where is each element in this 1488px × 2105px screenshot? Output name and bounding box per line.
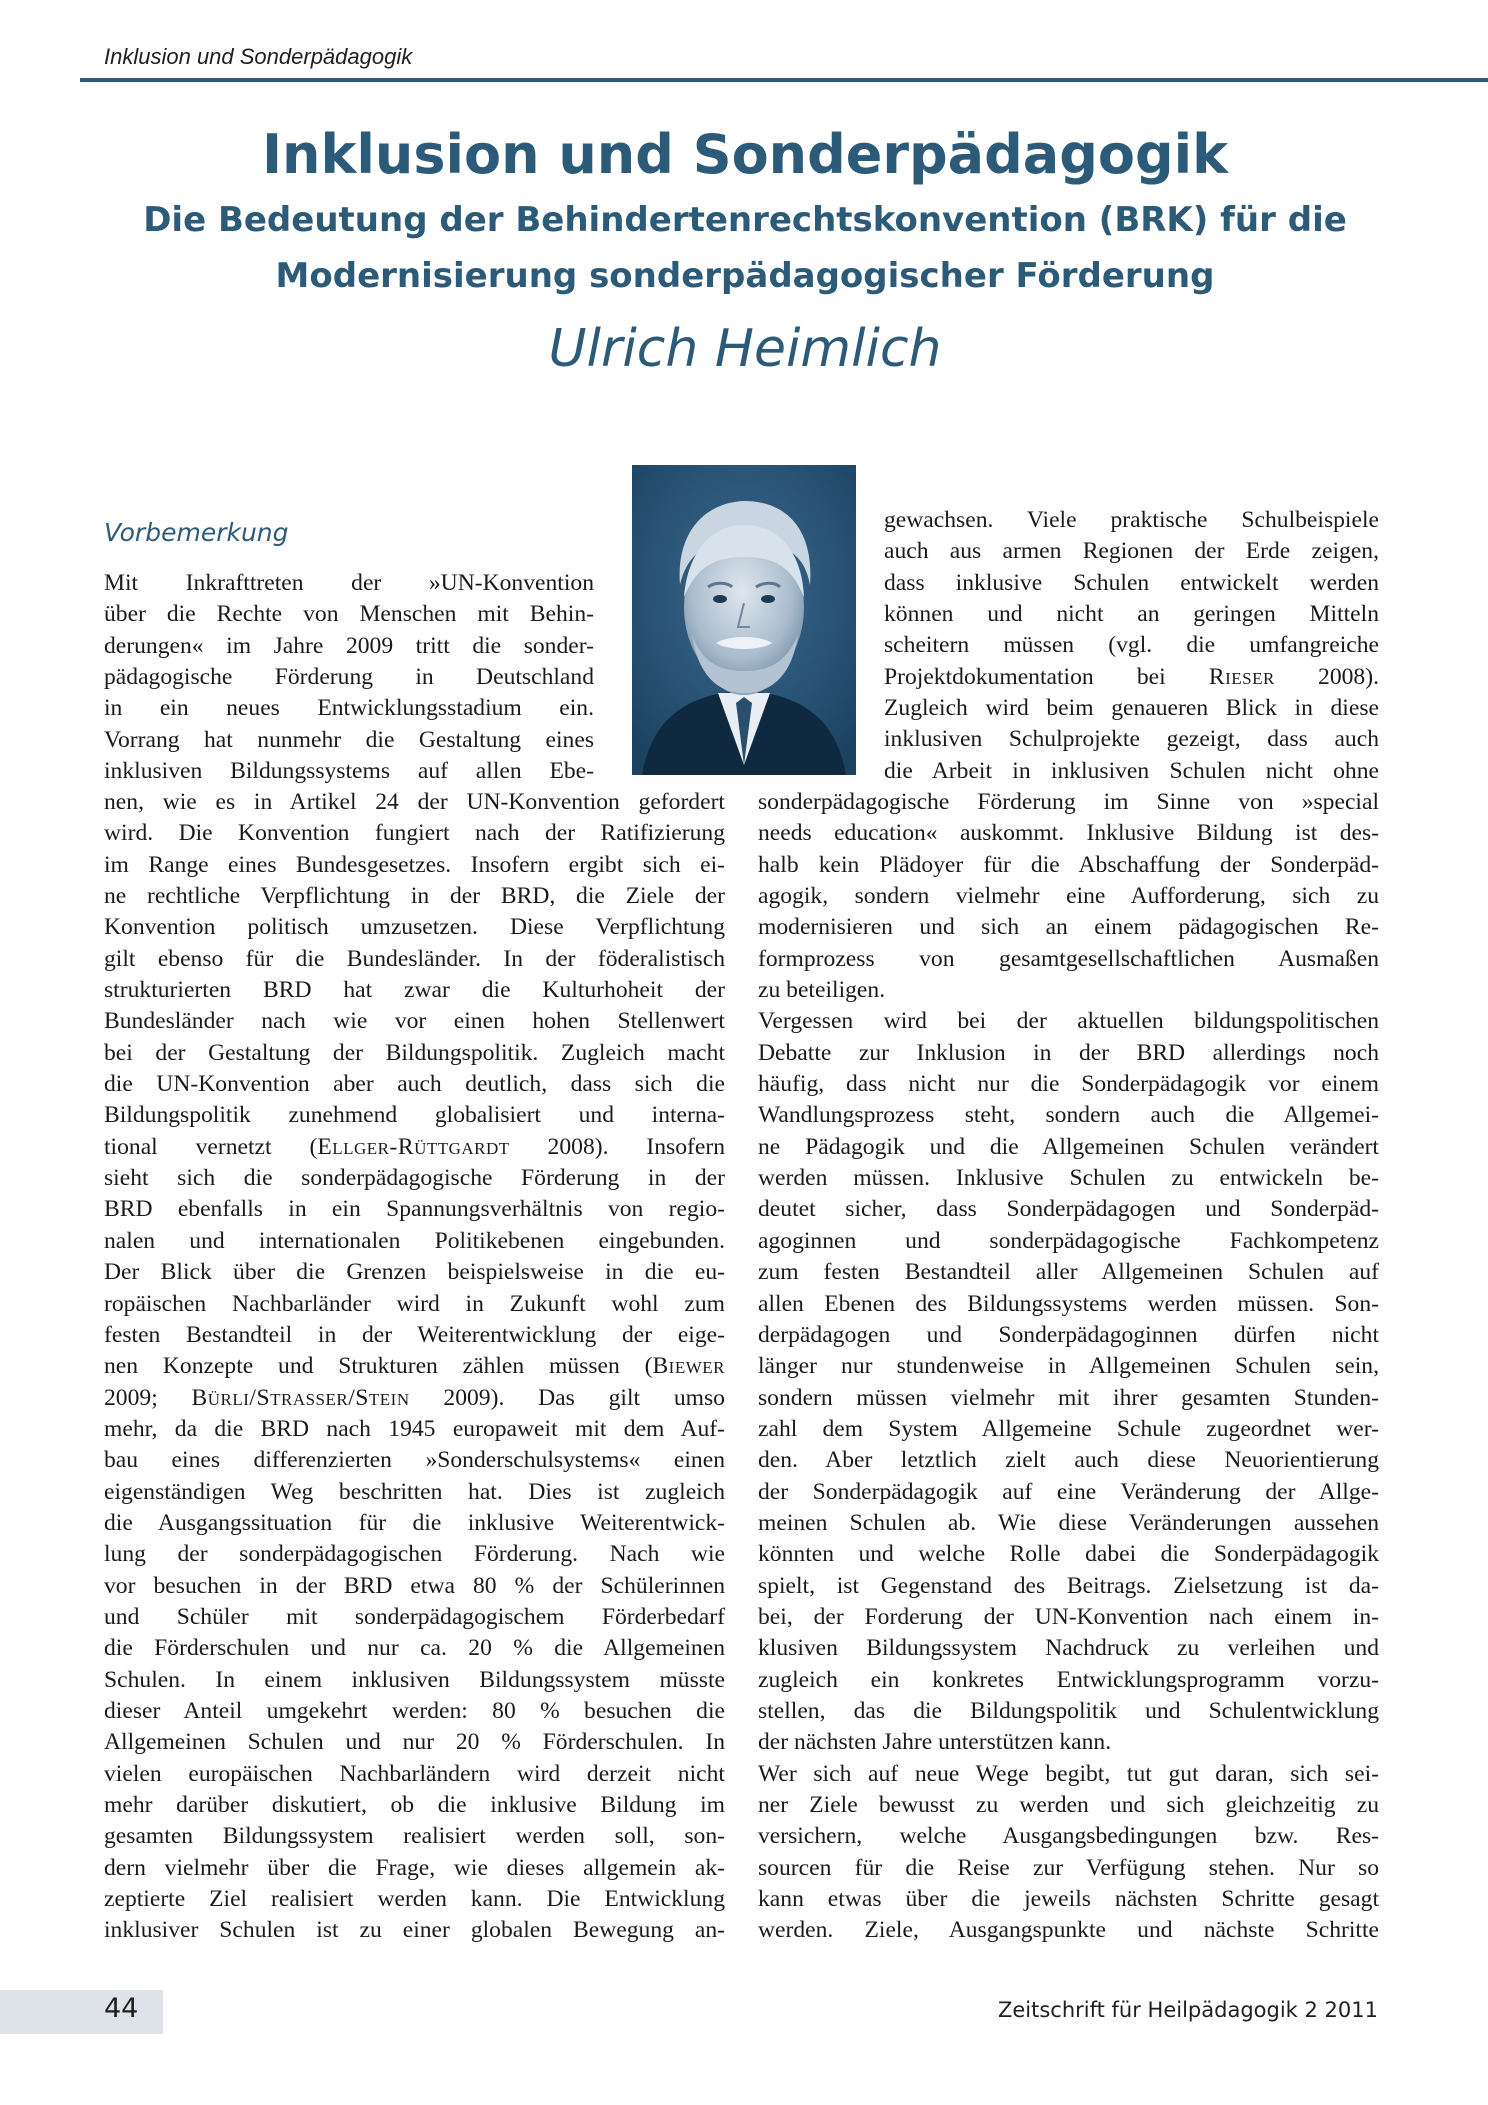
right-column-narrow-text — [884, 505, 1379, 787]
text-line: scheitern müssen (vgl. die umfangreiche — [884, 632, 1379, 659]
text-line: der Sonderpädagogik auf eine Veränderung der Allge- — [758, 1478, 1379, 1505]
text-line: festen Bestandteil in der Weiterentwicklung der eige- — [104, 1321, 725, 1348]
text-line: Mit Inkrafttreten der »UN-Konvention — [104, 570, 594, 596]
text-line: mehr, da die BRD nach 1945 europaweit mit dem Auf- — [104, 1415, 725, 1442]
text-line: Bildungspolitik zunehmend globalisiert und interna- — [104, 1102, 725, 1129]
text-line: bei, der Forderung der UN-Konvention nach einem in- — [758, 1603, 1379, 1630]
author-photo — [632, 465, 856, 775]
text-line: ner Ziele bewusst zu werden und sich gleichzeitig zu — [758, 1792, 1379, 1818]
text-line: allen Ebenen des Bildungssystems werden müssen. Son- — [758, 1290, 1379, 1317]
article-subtitle-line-2: Modernisierung sonderpädagogischer Förderung — [275, 256, 1215, 296]
text-line: inklusiver Schulen ist zu einer globalen Bewegung an- — [104, 1917, 725, 1944]
text-line: die Ausgangssituation für die inklusive Weiterentwick- — [104, 1509, 725, 1536]
text-line: BRD ebenfalls in ein Spannungsverhältnis von regio- — [104, 1196, 725, 1223]
text-line: 2009; Bürli/Strasser/Stein 2009). Das gilt umso — [104, 1384, 725, 1411]
text-line: deutet sicher, dass Sonderpädagogen und Sonderpäd- — [758, 1196, 1379, 1223]
text-line: ne rechtliche Verpflichtung in der BRD, die Ziele der — [104, 883, 725, 910]
text-line: die UN-Konvention aber auch deutlich, dass sich die — [104, 1071, 725, 1098]
text-line: vor besuchen in der BRD etwa 80 % der Schülerinnen — [104, 1572, 725, 1599]
text-line: strukturierten BRD hat zwar die Kulturhoheit der — [104, 977, 725, 1004]
text-line: werden. Ziele, Ausgangspunkte und nächste Schritte — [758, 1917, 1379, 1944]
text-line: sonderpädagogische Förderung im Sinne von »special — [758, 789, 1379, 815]
text-line: zugleich ein konkretes Entwicklungsprogramm vorzu- — [758, 1666, 1379, 1693]
text-line: needs education« auskommt. Inklusive Bildung ist des- — [758, 820, 1379, 847]
text-line: tional vernetzt (Ellger-Rüttgardt 2008). Insofern — [104, 1133, 725, 1160]
text-line: halb kein Plädoyer für die Abschaffung der Sonderpäd- — [758, 851, 1379, 878]
text-line: sondern müssen vielmehr mit ihrer gesamten Stunden- — [758, 1384, 1379, 1411]
text-line: derungen« im Jahre 2009 tritt die sonder- — [104, 632, 594, 659]
text-line: ne Pädagogik und die Allgemeinen Schulen verändert — [758, 1133, 1379, 1160]
text-line: formprozess von gesamtgesellschaftlichen Ausmaßen — [758, 945, 1379, 972]
text-line: wird. Die Konvention fungiert nach der Ratifizierung — [104, 820, 725, 847]
text-line: lung der sonderpädagogischen Förderung. Nach wie — [104, 1541, 725, 1568]
page-number: 44 — [104, 1993, 139, 2024]
text-line: zum festen Bestandteil aller Allgemeinen Schulen auf — [758, 1259, 1379, 1286]
text-line: dass inklusive Schulen entwickelt werden — [884, 569, 1379, 596]
text-line: agoginnen und sonderpädagogische Fachkompetenz — [758, 1227, 1379, 1254]
text-line: Debatte zur Inklusion in der BRD allerdings noch — [758, 1039, 1379, 1066]
running-header: Inklusion und Sonderpädagogik — [104, 44, 413, 69]
page-number-box — [0, 1990, 163, 2034]
text-line: versichern, welche Ausgangsbedingungen bzw. Res- — [758, 1823, 1379, 1850]
text-line: Konvention politisch umzusetzen. Diese Verpflichtung — [104, 914, 725, 941]
text-line: inklusiven Schulprojekte gezeigt, dass auch — [884, 726, 1379, 753]
text-line: bau eines differenzierten »Sonderschulsystems« einen — [104, 1447, 725, 1474]
section-heading: Vorbemerkung — [104, 518, 289, 547]
text-line: dern vielmehr über die Frage, wie dieses allgemein ak- — [104, 1854, 725, 1881]
text-line: den. Aber letztlich zielt auch diese Neuorientierung — [758, 1447, 1379, 1474]
text-line: Der Blick über die Grenzen beispielsweise in die eu- — [104, 1259, 725, 1286]
text-line: gesamten Bildungssystem realisiert werden soll, son- — [104, 1823, 725, 1850]
text-line: auch aus armen Regionen der Erde zeigen, — [884, 538, 1379, 565]
title-block — [120, 118, 1370, 382]
text-line: agogik, sondern vielmehr eine Aufforderung, sich zu — [758, 883, 1379, 910]
text-line: Wandlungsprozess steht, sondern auch die Allgemei- — [758, 1102, 1379, 1129]
text-line: und Schüler mit sonderpädagogischem Förderbedarf — [104, 1603, 725, 1630]
text-line: Vergessen wird bei der aktuellen bildungspolitischen — [758, 1008, 1379, 1035]
author-name: Ulrich Heimlich — [548, 319, 942, 379]
article-title: Inklusion und Sonderpädagogik — [261, 123, 1229, 186]
text-line: dieser Anteil umgekehrt werden: 80 % besuchen die — [104, 1697, 725, 1724]
text-line: zahl dem System Allgemeine Schule zugeordnet wer- — [758, 1415, 1379, 1442]
text-line: sourcen für die Reise zur Verfügung stehen. Nur so — [758, 1854, 1379, 1881]
text-line: könnten und welche Rolle dabei die Sonderpädagogik — [758, 1541, 1379, 1568]
left-column-narrow-text — [104, 568, 594, 787]
text-line: die Arbeit in inklusiven Schulen nicht ohne — [884, 757, 1379, 784]
text-line: pädagogische Förderung in Deutschland — [104, 664, 594, 691]
text-line: nalen und internationalen Politikebenen eingebunden. — [104, 1227, 725, 1254]
text-line: inklusiven Bildungssystems auf allen Ebe- — [104, 758, 594, 785]
text-line: klusiven Bildungssystem Nachdruck zu verleihen und — [758, 1635, 1379, 1662]
text-line: sieht sich die sonderpädagogische Förderung in der — [104, 1165, 725, 1192]
text-line: Bundesländer nach wie vor einen hohen Stellenwert — [104, 1008, 725, 1035]
text-line: Vorrang hat nunmehr die Gestaltung eines — [104, 726, 594, 753]
text-line: nen, wie es in Artikel 24 der UN-Konvention gefordert — [104, 789, 725, 815]
text-line: bei der Gestaltung der Bildungspolitik. Zugleich macht — [104, 1039, 725, 1066]
text-line: zu beteiligen. — [758, 977, 886, 1004]
text-line: in ein neues Entwicklungsstadium ein. — [104, 695, 594, 722]
text-line: werden müssen. Inklusive Schulen zu entwickeln be- — [758, 1165, 1379, 1192]
text-line: mehr darüber diskutiert, ob die inklusive Bildung im — [104, 1792, 725, 1818]
text-line: länger nur stundenweise in Allgemeinen Schulen sein, — [758, 1353, 1379, 1380]
text-line: derpädagogen und Sonderpädagoginnen dürfen nicht — [758, 1321, 1379, 1348]
text-line: Wer sich auf neue Wege begibt, tut gut daran, sich sei- — [758, 1760, 1379, 1787]
text-line: ropäischen Nachbarländer wird in Zukunft wohl zum — [104, 1290, 725, 1317]
header-rule — [80, 78, 1488, 82]
text-line: Projektdokumentation bei Rieser 2008). — [884, 663, 1379, 690]
text-line: über die Rechte von Menschen mit Behin- — [104, 601, 594, 628]
text-line: vielen europäischen Nachbarländern wird derzeit nicht — [104, 1760, 725, 1787]
text-line: stellen, das die Bildungspolitik und Schulentwicklung — [758, 1697, 1379, 1724]
text-line: spielt, ist Gegenstand des Beitrags. Zielsetzung ist da- — [758, 1572, 1379, 1599]
text-line: Schulen. In einem inklusiven Bildungssystem müsste — [104, 1666, 725, 1693]
text-line: modernisieren und sich an einem pädagogischen Re- — [758, 914, 1379, 941]
text-line: Zugleich wird beim genaueren Blick in diese — [884, 695, 1379, 722]
right-column-text — [758, 787, 1379, 1947]
text-line: gewachsen. Viele praktische Schulbeispiele — [884, 507, 1379, 533]
text-line: eigenständigen Weg beschritten hat. Dies ist zugleich — [104, 1478, 725, 1505]
article-subtitle-line-1: Die Bedeutung der Behindertenrechtskonvention (BRK) für die — [143, 200, 1347, 240]
text-line: häufig, dass nicht nur die Sonderpädagogik vor einem — [758, 1071, 1379, 1098]
text-line: meinen Schulen ab. Wie diese Veränderungen aussehen — [758, 1509, 1379, 1536]
text-line: nen Konzepte und Strukturen zählen müssen (Biewer — [104, 1353, 725, 1380]
text-line: kann etwas über die jeweils nächsten Schritte gesagt — [758, 1886, 1379, 1913]
left-column-text — [104, 787, 725, 1947]
text-line: im Range eines Bundesgesetzes. Insofern ergibt sich ei- — [104, 851, 725, 878]
text-line: der nächsten Jahre unterstützen kann. — [758, 1729, 1112, 1756]
journal-name: Zeitschrift für Heilpädagogik 2 2011 — [997, 1998, 1378, 2022]
text-line: können und nicht an geringen Mitteln — [884, 601, 1379, 628]
text-line: die Förderschulen und nur ca. 20 % die Allgemeinen — [104, 1635, 725, 1662]
text-line: gilt ebenso für die Bundesländer. In der föderalistisch — [104, 945, 725, 972]
text-line: zeptierte Ziel realisiert werden kann. Die Entwicklung — [104, 1886, 725, 1913]
text-line: Allgemeinen Schulen und nur 20 % Förderschulen. In — [104, 1729, 725, 1756]
